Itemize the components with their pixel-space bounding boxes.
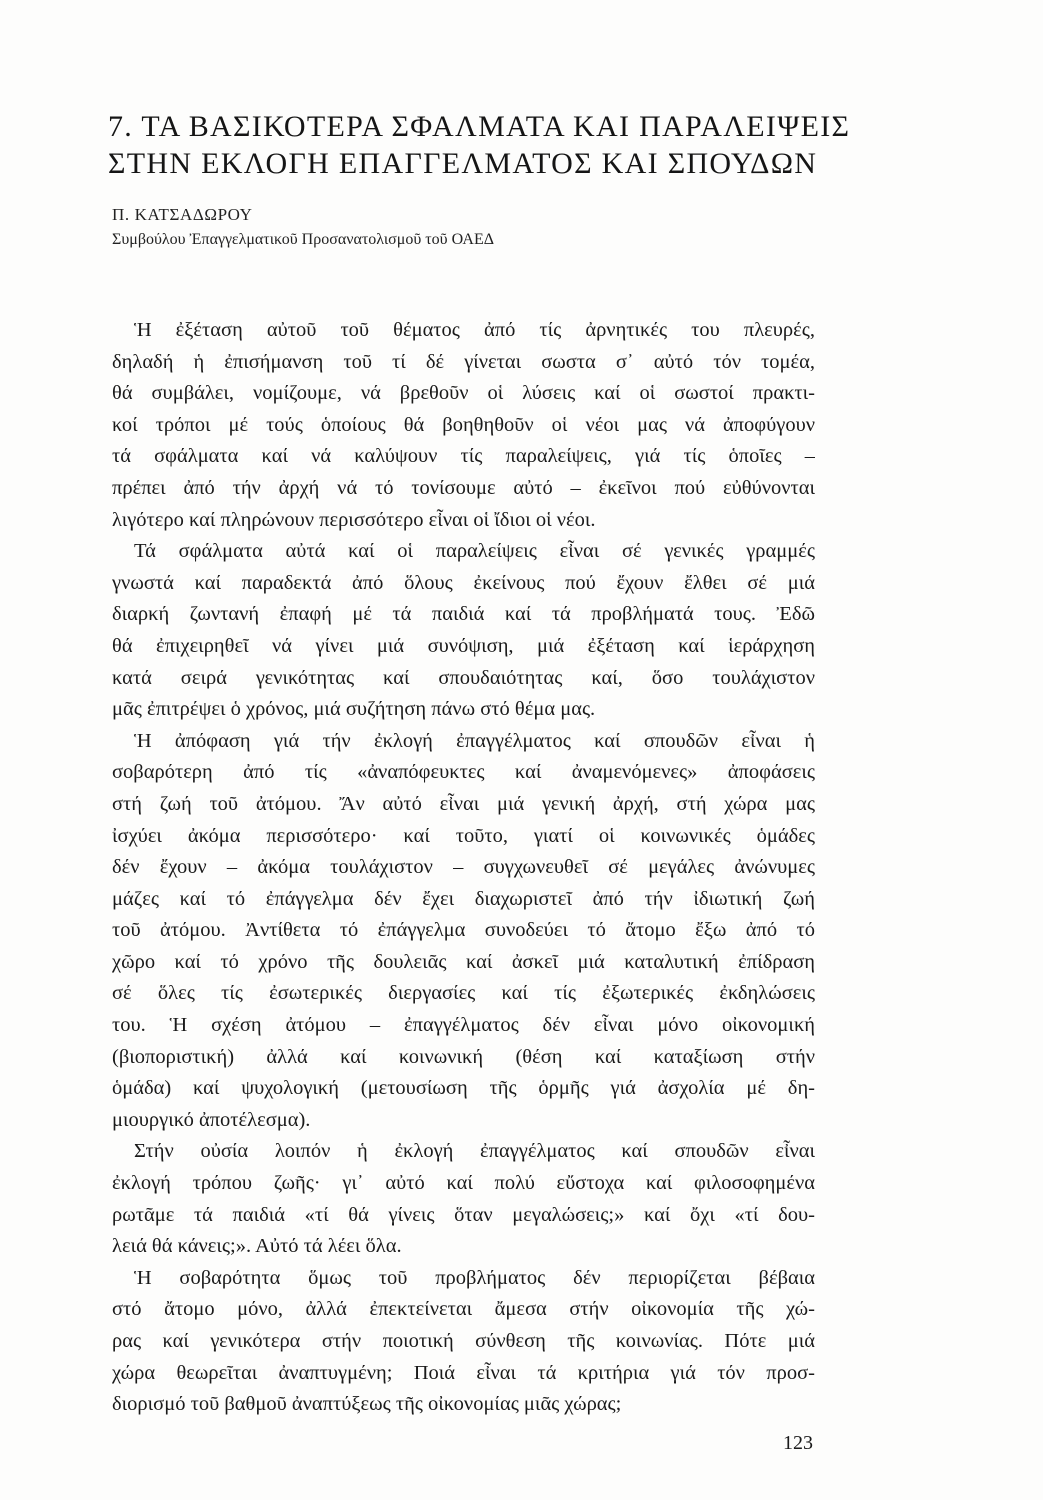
text-line: λειά θά κάνεις;». Αὐτό τά λέει ὅλα.: [112, 1235, 402, 1258]
text-line: του. Ἡ σχέση ἀτόμου – ἐπαγγέλματος δέν εἶναι μόνο οἰκονομική: [112, 1014, 815, 1037]
text-line: δέν ἔχουν – ἀκόμα τουλάχιστον – συγχωνευθεῖ σέ μεγάλες ἀνώνυμες: [112, 856, 815, 879]
text-line: Ἡ ἀπόφαση γιά τήν ἐκλογή ἐπαγγέλματος καί σπουδῶν εἶναι ἡ: [134, 729, 815, 752]
chapter-title-line-2: ΣΤΗΝ ΕΚΛΟΓΗ ΕΠΑΓΓΕΛΜΑΤΟΣ ΚΑΙ ΣΠΟΥΔΩΝ: [108, 147, 818, 180]
text-line: Ἡ ἐξέταση αὐτοῦ τοῦ θέματος ἀπό τίς ἀρνητικές του πλευρές,: [134, 319, 815, 341]
chapter-title: [108, 108, 928, 182]
text-line: γνωστά καί παραδεκτά ἀπό ὅλους ἐκείνους πού ἔχουν ἔλθει σέ μιά: [112, 571, 815, 594]
author-name: Π. ΚΑΤΣΑΔΩΡΟΥ: [112, 205, 253, 224]
text-line: ρας καί γενικότερα στήν ποιοτική σύνθεση τῆς κοινωνίας. Πότε μιά: [112, 1330, 815, 1352]
text-line: μᾶς ἐπιτρέψει ὁ χρόνος, μιά συζήτηση πάνω στό θέμα μας.: [112, 698, 596, 721]
chapter-title-line-1: 7. ΤΑ ΒΑΣΙΚΟΤΕΡΑ ΣΦΑΛΜΑΤΑ ΚΑΙ ΠΑΡΑΛΕΙΨΕΙΣ: [108, 110, 851, 143]
text-line: κατά σειρά γενικότητας καί σπουδαιότητας καί, ὅσο τουλάχιστον: [112, 666, 815, 689]
author-affiliation: Συμβούλου Ἐπαγγελματικοῦ Προσανατολισμοῦ τοῦ ΟΑΕΔ: [112, 231, 494, 248]
text-line: στή ζωή τοῦ ἀτόμου. Ἄν αὐτό εἶναι μιά γενική ἀρχή, στή χώρα μας: [112, 792, 815, 815]
text-line: κοί τρόποι μέ τούς ὁποίους θά βοηθηθοῦν οἱ νέοι μας νά ἀποφύγουν: [112, 413, 815, 436]
text-line: διαρκή ζωντανή ἐπαφή μέ τά παιδιά καί τά προβλήματά τους. Ἐδῶ: [112, 603, 815, 626]
text-line: θά συμβάλει, νομίζουμε, νά βρεθοῦν οἱ λύσεις καί οἱ σωστοί πρακτι-: [112, 382, 815, 405]
text-line: τά σφάλματα καί νά καλύψουν τίς παραλείψεις, γιά τίς ὁποῖες –: [112, 445, 815, 468]
paragraph: [112, 726, 815, 1137]
text-line: τοῦ ἀτόμου. Ἀντίθετα τό ἐπάγγελμα συνοδεύει τό ἄτομο ἔξω ἀπό τό: [112, 919, 815, 942]
text-line: Ἡ σοβαρότητα ὅμως τοῦ προβλήματος δέν περιορίζεται βέβαια: [134, 1266, 815, 1289]
paragraph: [112, 1136, 815, 1262]
text-line: ἐκλογή τρόπου ζωῆς· γι᾽ αὐτό καί πολύ εὔστοχα καί φιλοσοφημένα: [112, 1172, 815, 1195]
paragraph: [112, 536, 815, 726]
paragraph: [112, 315, 815, 536]
text-line: ρωτᾶμε τά παιδιά «τί θά γίνεις ὅταν μεγαλώσεις;» καί ὄχι «τί δου-: [112, 1203, 815, 1226]
text-line: μιουργικό ἀποτέλεσμα).: [112, 1108, 311, 1131]
text-line: λιγότερο καί πληρώνουν περισσότερο εἶναι οἱ ἴδιοι οἱ νέοι.: [112, 508, 596, 531]
text-line: ἰσχύει ἀκόμα περισσότερο· καί τοῦτο, γιατί οἱ κοινωνικές ὁμάδες: [112, 824, 815, 847]
text-line: δηλαδή ἡ ἐπισήμανση τοῦ τί δέ γίνεται σωστα σ᾽ αὐτό τόν τομέα,: [112, 350, 815, 373]
text-line: ὁμάδα) καί ψυχολογική (μετουσίωση τῆς ὁρμῆς γιά ἀσχολία μέ δη-: [112, 1077, 815, 1100]
text-line: (βιοποριστική) ἀλλά καί κοινωνική (θέση καί καταξίωση στήν: [112, 1045, 815, 1068]
text-line: στό ἄτομο μόνο, ἀλλά ἐπεκτείνεται ἄμεσα στήν οἰκονομία τῆς χώ-: [112, 1298, 815, 1321]
page-number: 123: [783, 1432, 813, 1454]
text-line: διορισμό τοῦ βαθμοῦ ἀναπτύξεως τῆς οἰκονομίας μιᾶς χώρας;: [112, 1393, 622, 1416]
text-line: πρέπει ἀπό τήν ἀρχή νά τό τονίσουμε αὐτό – ἐκεῖνοι πού εὐθύνονται: [112, 476, 815, 499]
text-line: Τά σφάλματα αὐτά καί οἱ παραλείψεις εἶναι σέ γενικές γραμμές: [134, 540, 815, 563]
paragraph: [112, 1263, 815, 1421]
text-line: σέ ὅλες τίς ἐσωτερικές διεργασίες καί τίς ἐξωτερικές ἐκδηλώσεις: [112, 982, 815, 1005]
text-line: σοβαρότερη ἀπό τίς «ἀναπόφευκτες καί ἀναμενόμενες» ἀποφάσεις: [112, 761, 815, 784]
text-line: χώρα θεωρεῖται ἀναπτυγμένη; Ποιά εἶναι τά κριτήρια γιά τόν προσ-: [112, 1361, 815, 1384]
text-line: χῶρο καί τό χρόνο τῆς δουλειᾶς καί ἀσκεῖ μιά καταλυτική ἐπίδραση: [112, 950, 815, 973]
text-line: μάζες καί τό ἐπάγγελμα δέν ἔχει διαχωριστεῖ ἀπό τήν ἰδιωτική ζωή: [112, 887, 815, 910]
text-line: θά ἐπιχειρηθεῖ νά γίνει μιά συνόψιση, μιά ἐξέταση καί ἱεράρχηση: [112, 634, 815, 657]
body-text: [112, 315, 815, 1421]
text-line: Στήν οὐσία λοιπόν ἡ ἐκλογή ἐπαγγέλματος καί σπουδῶν εἶναι: [134, 1140, 815, 1163]
